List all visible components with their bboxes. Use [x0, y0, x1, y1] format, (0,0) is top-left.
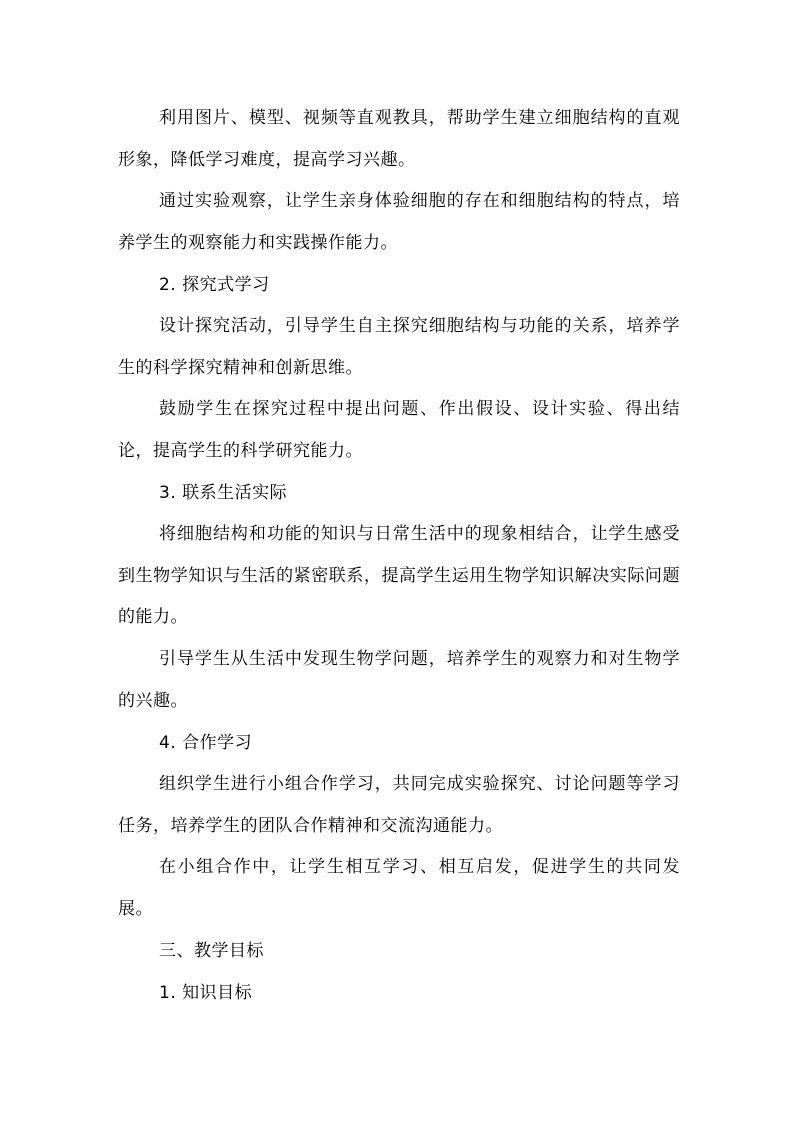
paragraph-inquiry-activities: 设计探究活动，引导学生自主探究细胞结构与功能的关系，培养学生的科学探究精神和创新思维。	[118, 316, 680, 378]
heading-knowledge-goals: 1. 知识目标	[159, 983, 253, 1003]
paragraph-mutual-learning: 在小组合作中，让学生相互学习、相互启发，促进学生的共同发展。	[118, 857, 680, 919]
paragraph-discover-problems: 引导学生从生活中发现生物学问题，培养学生的观察力和对生物学的兴趣。	[118, 649, 680, 711]
paragraph-visual-aids: 利用图片、模型、视频等直观教具，帮助学生建立细胞结构的直观形象，降低学习难度，提高学习兴趣。	[118, 108, 680, 170]
heading-cooperative-learning: 4. 合作学习	[159, 733, 253, 753]
paragraph-experiment-observation: 通过实验观察，让学生亲身体验细胞的存在和细胞结构的特点，培养学生的观察能力和实践操作能力。	[118, 191, 680, 253]
paragraph-group-learning: 组织学生进行小组合作学习，共同完成实验探究、讨论问题等学习任务，培养学生的团队合作精神和交流沟通能力。	[118, 774, 680, 836]
heading-teaching-goals: 三、教学目标	[159, 941, 264, 961]
heading-connect-life: 3. 联系生活实际	[159, 483, 288, 503]
paragraph-encourage-inquiry: 鼓励学生在探究过程中提出问题、作出假设、设计实验、得出结论，提高学生的科学研究能力。	[118, 399, 680, 461]
heading-inquiry-learning: 2. 探究式学习	[159, 275, 270, 295]
paragraph-life-connection: 将细胞结构和功能的知识与日常生活中的现象相结合，让学生感受到生物学知识与生活的紧密联系，提高学生运用生物学知识解决实际问题的能力。	[118, 524, 680, 627]
